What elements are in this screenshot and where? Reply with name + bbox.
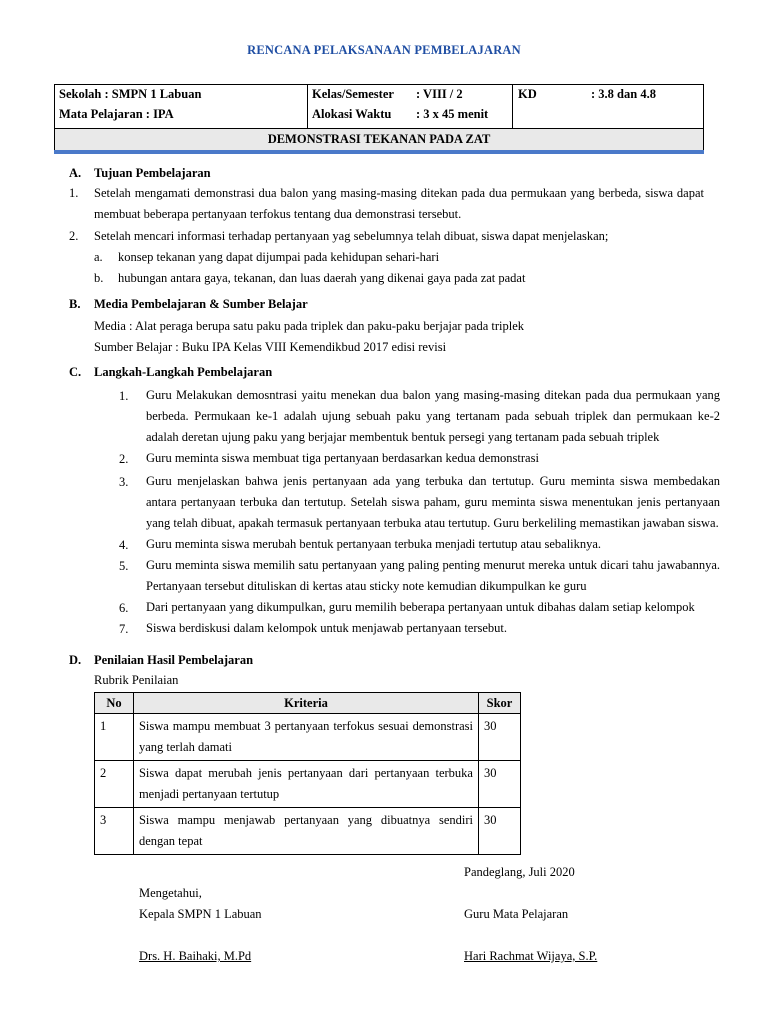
step-1-text: Guru Melakukan demosntrasi yaitu menekan dua balon yang masing-masing ditekan pada dua permukaan yang berbeda. Permukaan ke-1 adalah ujung sebuah paku yang tertanam pada sebuah triplek dan permukaan ke-2 adalah deretan ujung paku yang berjajar membentuk bentuk persegi yang tertanam pada sebuah triplek bbox=[146, 388, 720, 444]
step-5-text: Guru meminta siswa memilih satu pertanyaan yang paling penting menurut mereka untuk dicari tahu jawabannya. Pertanyaan tersebut dituliskan di kertas atau sticky note kemudian dikumpulkan ke guru bbox=[146, 558, 720, 593]
column-header-no: No bbox=[95, 693, 134, 714]
step-3-number: 3. bbox=[119, 475, 129, 489]
kd-label: KD bbox=[518, 87, 537, 101]
step-6-text: Dari pertanyaan yang dikumpulkan, guru memilih beberapa pertanyaan untuk dibahas dalam setiap kelompok bbox=[146, 600, 695, 614]
section-c-heading: Langkah-Langkah Pembelajaran bbox=[94, 365, 273, 379]
teacher-name: Hari Rachmat Wijaya, S.P. bbox=[464, 949, 598, 963]
column-header-score: Skor bbox=[479, 693, 521, 714]
school-label: Sekolah : SMPN 1 Labuan bbox=[59, 87, 202, 101]
step-6-number: 6. bbox=[119, 601, 129, 615]
row-score: 30 bbox=[479, 808, 521, 855]
row-criteria: Siswa mampu menjawab pertanyaan yang dibuatnya sendiri dengan tepat bbox=[133, 808, 478, 855]
table-row bbox=[95, 761, 521, 808]
step-3-text: Guru menjelaskan bahwa jenis pertanyaan ada yang terbuka dan tertutup. Guru meminta siswa membedakan antara pertanyaan terbuka dan tertutup. Setelah siswa paham, guru meminta siswa menentukan jenis pertanyaan yang telah dibuat, apakah termasuk pertanyaan terbuka atau tertutup. Guru berkeliling memastikan jawaban siswa. bbox=[146, 474, 720, 530]
principal-name: Drs. H. Baihaki, M.Pd bbox=[139, 949, 252, 963]
row-score: 30 bbox=[479, 761, 521, 808]
step-4-text: Guru meminta siswa merubah bentuk pertanyaan terbuka menjadi tertutup atau sebaliknya. bbox=[146, 537, 602, 551]
class-label: Kelas/Semester bbox=[312, 87, 394, 101]
section-c-letter: C. bbox=[69, 365, 82, 379]
row-number: 1 bbox=[95, 714, 134, 761]
section-b-letter: B. bbox=[69, 297, 81, 311]
subject-label: Mata Pelajaran : IPA bbox=[59, 107, 174, 121]
section-a-heading: Tujuan Pembelajaran bbox=[94, 166, 211, 180]
row-number: 2 bbox=[95, 761, 134, 808]
place-date: Pandeglang, Juli 2020 bbox=[464, 865, 575, 879]
goal-2-number: 2. bbox=[69, 229, 79, 243]
section-a-letter: A. bbox=[69, 166, 82, 180]
goal-1-line-2: membuat beberapa pertanyaan terfokus tentang dua demonstrasi tersebut. bbox=[94, 207, 462, 221]
step-2-number: 2. bbox=[119, 452, 129, 466]
principal-title: Kepala SMPN 1 Labuan bbox=[139, 907, 262, 921]
goal-2b-letter: b. bbox=[94, 271, 104, 285]
class-value: : VIII / 2 bbox=[416, 87, 463, 101]
teacher-title: Guru Mata Pelajaran bbox=[464, 907, 569, 921]
table-row bbox=[95, 808, 521, 855]
step-1-number: 1. bbox=[119, 389, 129, 403]
section-d-heading: Penilaian Hasil Pembelajaran bbox=[94, 653, 254, 667]
rubric-table bbox=[94, 692, 521, 855]
goal-1-number: 1. bbox=[69, 186, 79, 200]
step-7-text: Siswa berdiskusi dalam kelompok untuk menjawab pertanyaan tersebut. bbox=[146, 621, 508, 635]
time-label: Alokasi Waktu bbox=[312, 107, 392, 121]
column-header-criteria: Kriteria bbox=[133, 693, 478, 714]
goal-2-line-1: Setelah mencari informasi terhadap pertanyaan yag sebelumnya telah dibuat, siswa dapat menjelaskan; bbox=[94, 229, 609, 243]
step-4-number: 4. bbox=[119, 538, 129, 552]
rubric-header-row bbox=[95, 693, 521, 714]
step-5-number: 5. bbox=[119, 559, 129, 573]
section-d-letter: D. bbox=[69, 653, 82, 667]
acknowledged-label: Mengetahui, bbox=[139, 886, 202, 900]
goal-2a-text: konsep tekanan yang dapat dijumpai pada kehidupan sehari-hari bbox=[118, 250, 440, 264]
row-number: 3 bbox=[95, 808, 134, 855]
rubric-label: Rubrik Penilaian bbox=[94, 673, 179, 687]
goal-2a-letter: a. bbox=[94, 250, 103, 264]
kd-value: : 3.8 dan 4.8 bbox=[591, 87, 656, 101]
row-criteria: Siswa dapat merubah jenis pertanyaan dari pertanyaan terbuka menjadi pertanyaan tertutup bbox=[133, 761, 478, 808]
table-row bbox=[95, 714, 521, 761]
topic-banner: DEMONSTRASI TEKANAN PADA ZAT bbox=[54, 128, 704, 152]
step-7-number: 7. bbox=[119, 622, 129, 636]
goal-2b-text: hubungan antara gaya, tekanan, dan luas daerah yang dikenai gaya pada zat padat bbox=[118, 271, 526, 285]
row-criteria: Siswa mampu membuat 3 pertanyaan terfokus sesuai demonstrasi yang terlah damati bbox=[133, 714, 478, 761]
time-value: : 3 x 45 menit bbox=[416, 107, 489, 121]
source-text: Sumber Belajar : Buku IPA Kelas VIII Kemendikbud 2017 edisi revisi bbox=[94, 340, 447, 354]
header-blue-rule bbox=[54, 150, 704, 154]
goal-1-line-1: Setelah mengamati demonstrasi dua balon yang masing-masing ditekan pada dua permukaan yang berbeda, siswa dapat bbox=[94, 186, 704, 200]
media-text: Media : Alat peraga berupa satu paku pada triplek dan paku-paku berjajar pada triplek bbox=[94, 319, 525, 333]
section-b-heading: Media Pembelajaran & Sumber Belajar bbox=[94, 297, 308, 311]
step-2-text: Guru meminta siswa membuat tiga pertanyaan berdasarkan kedua demonstrasi bbox=[146, 451, 539, 465]
row-score: 30 bbox=[479, 714, 521, 761]
document-title: RENCANA PELAKSANAAN PEMBELAJARAN bbox=[247, 43, 521, 57]
header-box bbox=[54, 84, 704, 154]
